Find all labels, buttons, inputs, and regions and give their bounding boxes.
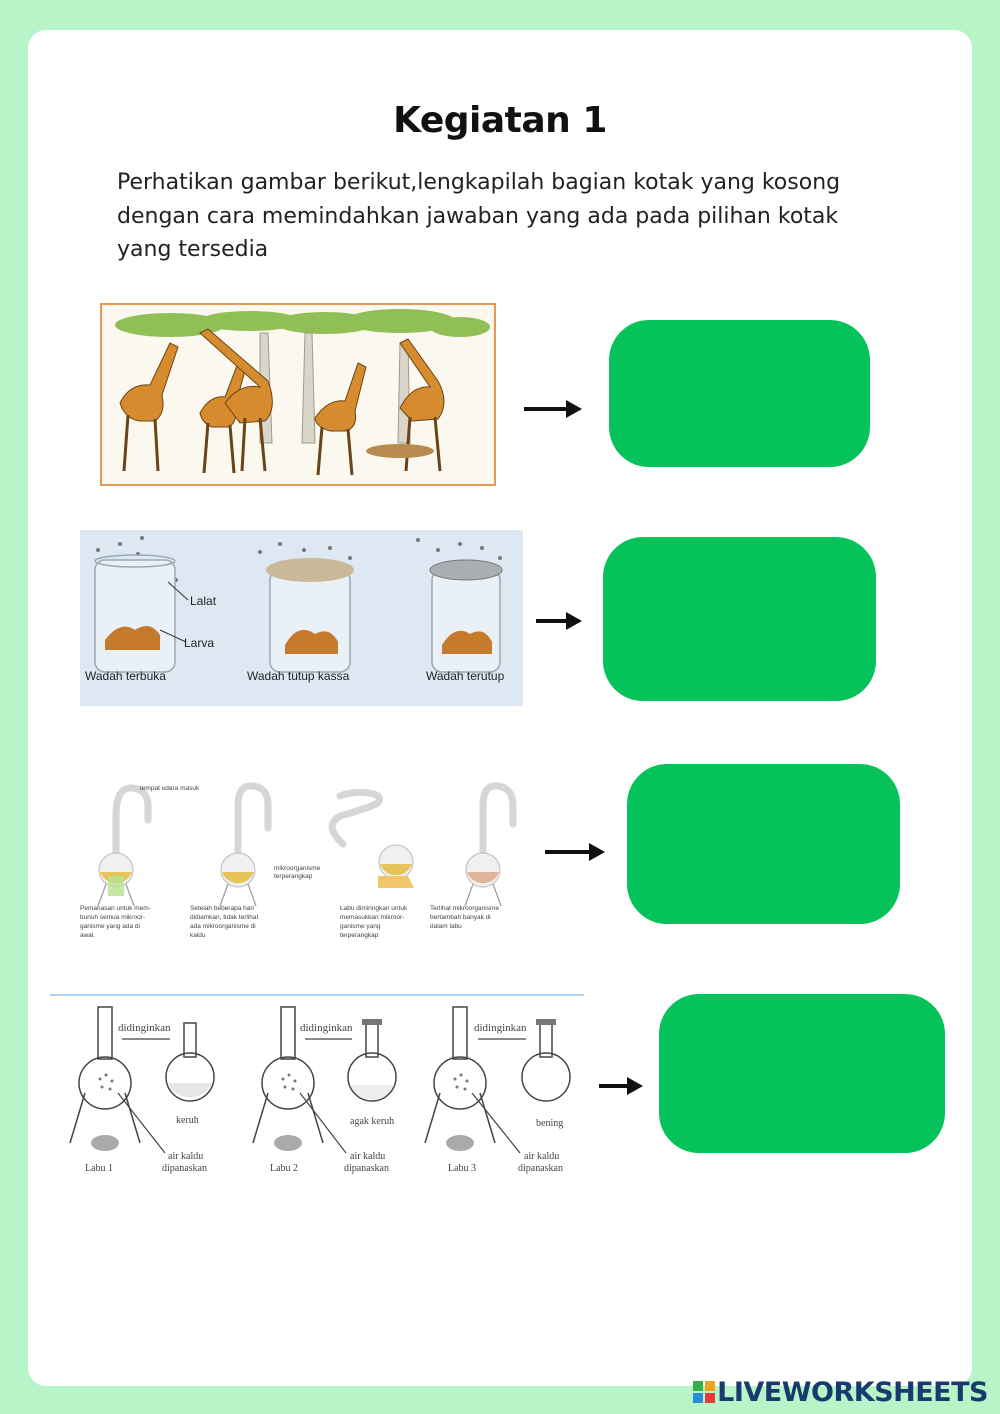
jar-caption-closed: Wadah terutup <box>426 669 505 683</box>
brand-name: LIVEWORKSHEETS <box>717 1376 988 1408</box>
answer-drop-box-1[interactable] <box>609 320 870 467</box>
broth-label: dipanaskan <box>162 1163 207 1174</box>
caption-step-2: Setelah beberapa hari <box>190 905 254 912</box>
answer-drop-box-2[interactable] <box>603 537 876 701</box>
instruction-text: Perhatikan gambar berikut,lengkapilah bagian kotak yang kosong dengan cara memindahkan jawaban yang ada pada pilihan kotak yang tersedia <box>117 170 841 262</box>
caption-step-2: ada mikroorganisme di <box>190 923 256 930</box>
flask-2-label: Labu 2 <box>270 1163 299 1174</box>
cooled-label: didinginkan <box>118 1022 171 1034</box>
caption-step-4: bertambah banyak di <box>430 914 491 921</box>
caption-step-2: didiamkan, tidak terlihat <box>190 914 259 921</box>
caption-step-2: kaldu <box>190 932 206 939</box>
broth-label: dipanaskan <box>344 1163 389 1174</box>
swan-neck-flask-image <box>78 776 538 956</box>
answer-drop-box-3[interactable] <box>627 764 900 924</box>
caption-step-3: Labu dimiringkan untuk <box>340 905 408 912</box>
caption-step-1: awal. <box>80 932 96 939</box>
air-entry-label: tempat udara masuk <box>140 785 200 792</box>
fly-label: Lalat <box>190 594 217 608</box>
flask-1-label: Labu 1 <box>85 1163 114 1174</box>
result-label-flask-3: bening <box>536 1118 564 1129</box>
caption-step-1: Pemanasan untuk mem- <box>80 905 151 912</box>
jars-experiment-image <box>80 530 523 706</box>
caption-step-1: ganisme yang ada di <box>80 923 140 930</box>
caption-step-3: ganisme yang <box>340 923 381 930</box>
giraffe-image <box>100 303 496 486</box>
arrow-right-icon <box>543 841 607 863</box>
broth-label: dipanaskan <box>518 1163 563 1174</box>
caption-step-3: memasukkan mikroor- <box>340 914 405 921</box>
answer-drop-box-4[interactable] <box>659 994 945 1153</box>
arrow-right-icon <box>597 1075 645 1097</box>
broth-label: air kaldu <box>168 1151 204 1162</box>
result-label-flask-2: agak keruh <box>350 1116 395 1127</box>
jar-caption-gauze: Wadah tutup kassa <box>247 669 350 683</box>
cooled-label: didinginkan <box>474 1022 527 1034</box>
caption-step-3: terperangkap <box>340 932 379 939</box>
trapped-microbes-label-1: mikroorganisme <box>274 865 321 872</box>
heated-broth-flasks-image <box>50 993 584 1183</box>
larva-label: Larva <box>184 636 215 650</box>
result-label-flask-1: keruh <box>176 1115 199 1126</box>
caption-step-1: bunuh semua mikroor- <box>80 914 146 921</box>
trapped-microbes-label-2: terperangkap <box>274 873 313 880</box>
cooled-label: didinginkan <box>300 1022 353 1034</box>
jar-caption-open: Wadah terbuka <box>85 669 166 683</box>
arrow-right-icon <box>522 398 584 420</box>
broth-label: air kaldu <box>524 1151 560 1162</box>
liveworksheets-logo <box>693 1376 988 1408</box>
arrow-right-icon <box>534 610 584 632</box>
page-title: Kegiatan 1 <box>393 100 607 141</box>
broth-label: air kaldu <box>350 1151 386 1162</box>
caption-step-4: Terlihat mikroorganisme <box>430 905 499 912</box>
flask-3-label: Labu 3 <box>448 1163 477 1174</box>
liveworksheets-logo-icon <box>693 1379 717 1405</box>
caption-step-4: dalam labu <box>430 923 462 930</box>
